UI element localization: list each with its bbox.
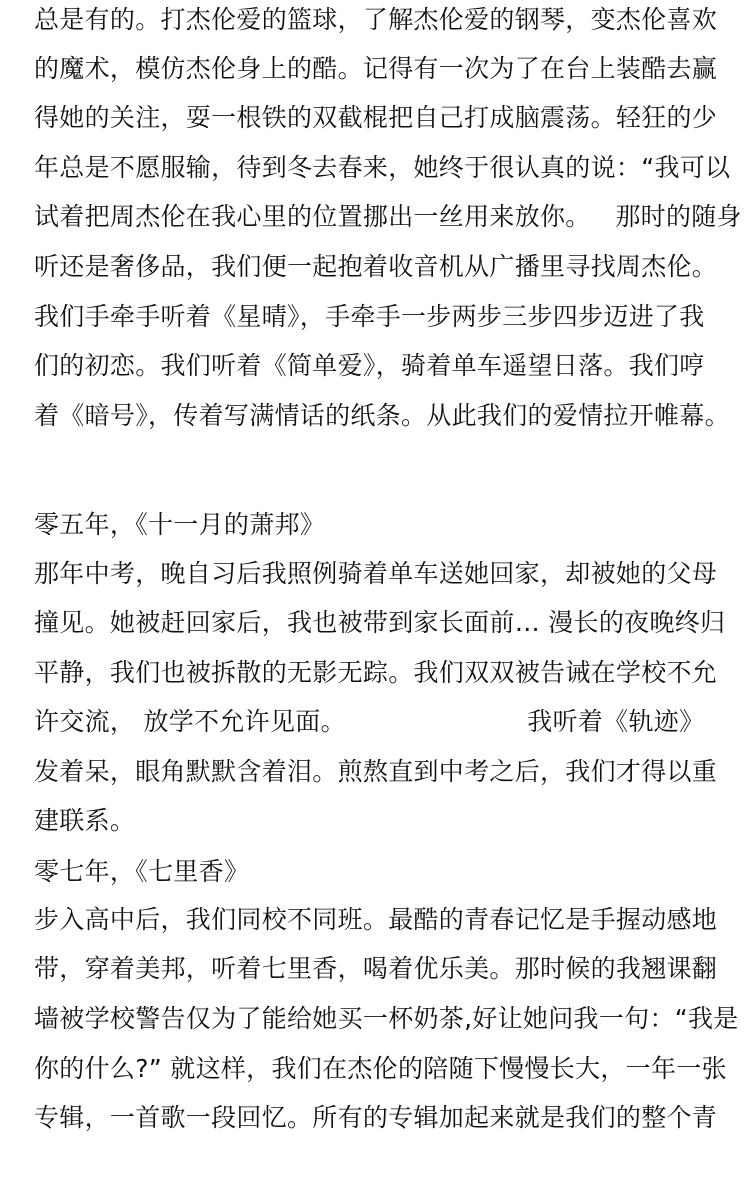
paragraph-3-line: 墙被学校警告仅为了能给她买一杯奶茶,好让她问我一句：“我是 xyxy=(34,1004,739,1033)
paragraph-1-line: 年总是不愿服输，待到冬去春来，她终于很认真的说：“我可以 xyxy=(34,153,731,182)
paragraph-1-line: 们的初恋。我们听着《简单爱》，骑着单车遥望日落。我们哼 xyxy=(34,351,705,380)
paragraph-2-line: 撞见。她被赶回家后，我也被带到家长面前… 漫长的夜晚终归 xyxy=(34,608,726,637)
paragraph-1-line: 我们手牵手听着《星晴》，手牵手一步两步三步四步迈进了我 xyxy=(34,302,705,331)
paragraph-1-line: 的魔术，模仿杰伦身上的酷。记得有一次为了在台上装酷去赢 xyxy=(34,54,718,83)
paragraph-3-line: 专辑，一首歌一段回忆。所有的专辑加起来就是我们的整个青 xyxy=(34,1103,718,1132)
paragraph-3-line: 带，穿着美邦，听着七里香，喝着优乐美。那时候的我翘课翻 xyxy=(34,954,718,983)
section-heading-2005: 零五年，《十一月的萧邦》 xyxy=(34,510,326,539)
paragraph-3-line: 你的什么?” 就这样，我们在杰伦的陪随下慢慢长大，一年一张 xyxy=(34,1054,727,1083)
paragraph-2-line: 建联系。 xyxy=(34,806,136,835)
section-heading-2007: 零七年，《七里香》 xyxy=(34,857,250,886)
paragraph-1-line: 得她的关注，耍一根铁的双截棍把自己打成脑震荡。轻狂的少 xyxy=(34,103,718,132)
paragraph-2-line: 许交流， 放学不允许见面。 我听着《轨迹》 xyxy=(34,707,705,736)
paragraph-3-line: 步入高中后，我们同校不同班。最酷的青春记忆是手握动感地 xyxy=(34,905,718,934)
paragraph-2-line: 发着呆，眼角默默含着泪。煎熬直到中考之后，我们才得以重 xyxy=(34,757,718,786)
paragraph-2-line: 平静，我们也被拆散的无影无踪。我们双双被告诫在学校不允 xyxy=(34,658,718,687)
paragraph-2-line: 那年中考，晚自习后我照例骑着单车送她回家，却被她的父母 xyxy=(34,559,718,588)
paragraph-1-line: 试着把周杰伦在我心里的位置挪出一丝用来放你。 那时的随身 xyxy=(34,202,742,231)
paragraph-1-line: 总是有的。打杰伦爱的篮球，了解杰伦爱的钢琴，变杰伦喜欢 xyxy=(34,5,718,34)
paragraph-1-line: 听还是奢侈品，我们便一起抱着收音机从广播里寻找周杰伦。 xyxy=(34,252,718,281)
paragraph-1-line: 着《暗号》，传着写满情话的纸条。从此我们的爱情拉开帷幕。 xyxy=(34,401,730,430)
